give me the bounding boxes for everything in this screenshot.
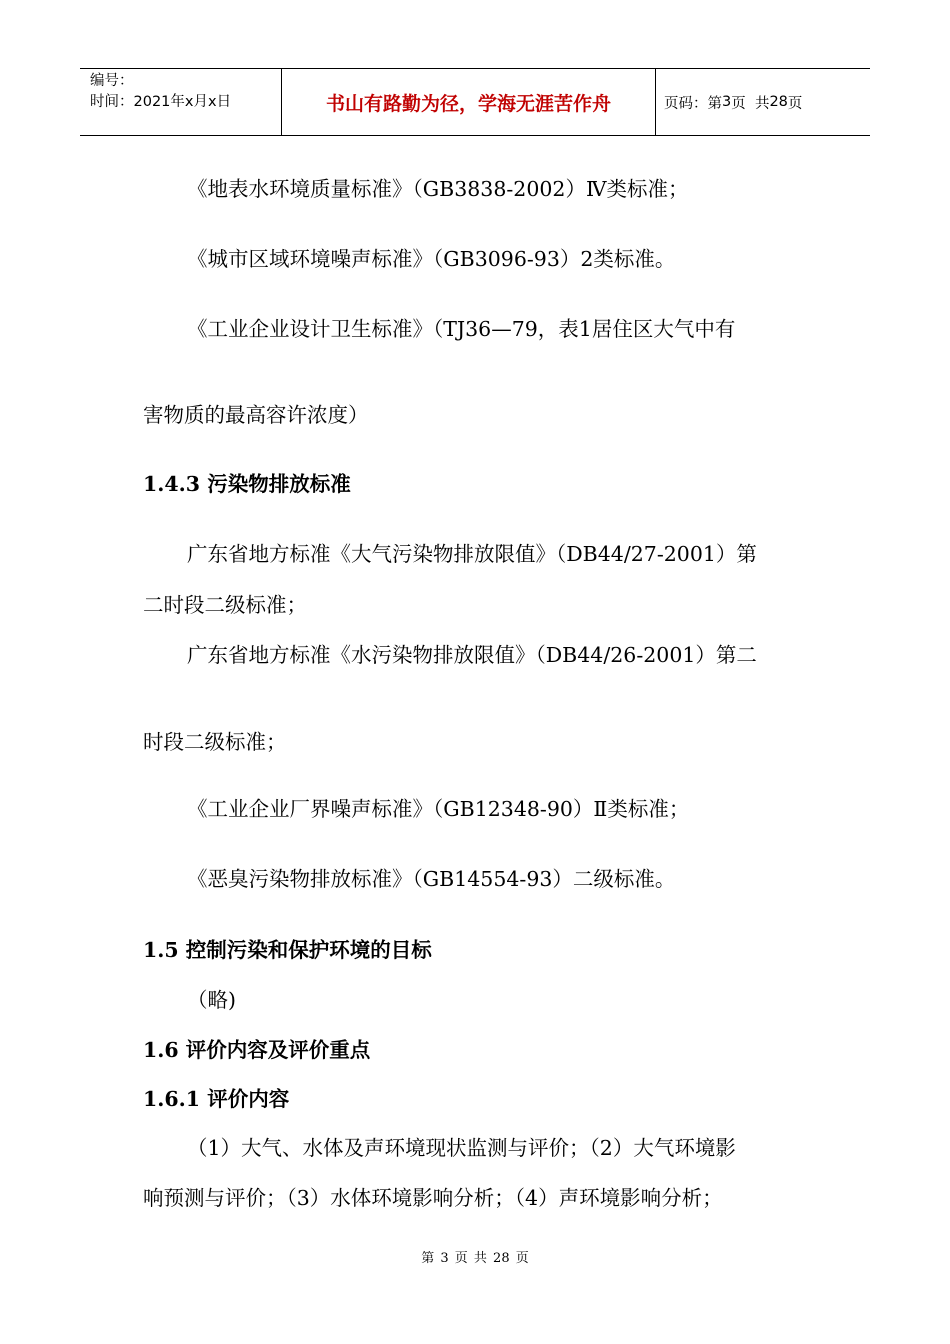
body-line: 广东省地方标准《大气污染物排放限值》（DB44/27-2001）第 bbox=[187, 542, 757, 566]
body-line: （略) bbox=[187, 988, 236, 1012]
section-heading: 1.6.1 评价内容 bbox=[143, 1087, 290, 1111]
section-heading: 1.4.3 污染物排放标准 bbox=[143, 472, 351, 496]
page-header bbox=[80, 68, 870, 136]
body-line: 《工业企业设计卫生标准》（TJ36—79，表1居住区大气中有 bbox=[187, 317, 736, 341]
document-date: 时间：2021年x月x日 bbox=[90, 94, 232, 110]
footer-page-number: 第 3 页 共 28 页 bbox=[421, 1251, 529, 1266]
header-motto: 书山有路勤为径，学海无涯苦作舟 bbox=[282, 69, 656, 135]
body-line: 时段二级标准； bbox=[143, 730, 287, 754]
page-total: 28 bbox=[769, 94, 788, 110]
header-meta bbox=[80, 69, 282, 135]
page-mid: 页 共 bbox=[731, 95, 770, 112]
document-number-label: 编号： bbox=[90, 73, 134, 89]
page-footer bbox=[0, 1247, 950, 1266]
body-line: （1）大气、水体及声环境现状监测与评价；（2）大气环境影 bbox=[187, 1136, 736, 1160]
body-line: 响预测与评价；（3）水体环境影响分析；（4）声环境影响分析； bbox=[143, 1186, 723, 1210]
body-line: 《恶臭污染物排放标准》（GB14554-93）二级标准。 bbox=[187, 867, 676, 891]
section-heading: 1.5 控制污染和保护环境的目标 bbox=[143, 938, 432, 962]
body-line: 害物质的最高容许浓度） bbox=[143, 403, 369, 427]
section-heading: 1.6 评价内容及评价重点 bbox=[143, 1038, 371, 1062]
body-line: 广东省地方标准《水污染物排放限值》（DB44/26-2001）第二 bbox=[187, 643, 757, 667]
page-current: 3 bbox=[722, 94, 732, 110]
body-line: 《工业企业厂界噪声标准》（GB12348-90）Ⅱ类标准； bbox=[187, 797, 690, 821]
body-line: 二时段二级标准； bbox=[143, 593, 307, 617]
page-suffix: 页 bbox=[787, 95, 803, 112]
page-prefix: 页码：第 bbox=[664, 95, 722, 112]
body-line: 《地表水环境质量标准》（GB3838-2002）Ⅳ类标准； bbox=[187, 177, 689, 201]
body-line: 《城市区域环境噪声标准》（GB3096-93）2类标准。 bbox=[187, 247, 676, 271]
header-page-info bbox=[656, 69, 870, 135]
